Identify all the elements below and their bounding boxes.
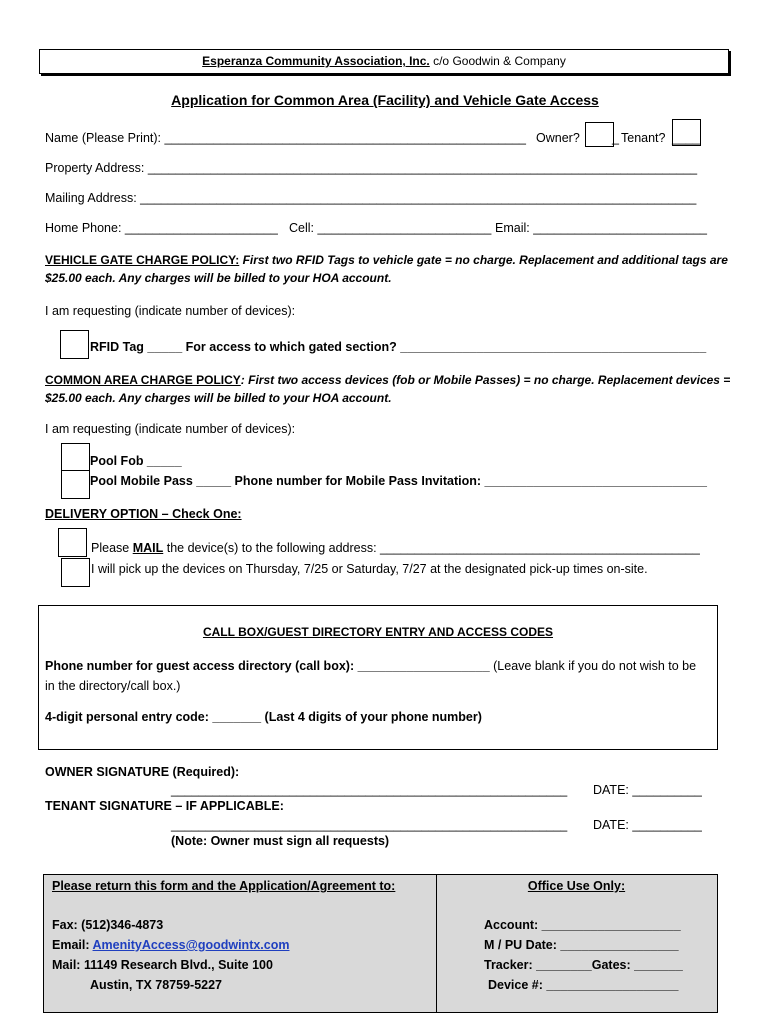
- email-link[interactable]: AmenityAccess@goodwintx.com: [92, 938, 290, 952]
- mailing-address-field[interactable]: Mailing Address: ________________________________________________________________________________: [45, 191, 697, 205]
- owner-date-field[interactable]: DATE: __________: [593, 783, 702, 797]
- header-banner: [39, 49, 729, 74]
- common-policy-text: : First two access devices (fob or Mobile Passes) = no charge. Replacement devices = $25.00 each. Any charges will be billed to your HOA account.: [45, 373, 731, 405]
- callbox-phone-row: [45, 656, 707, 696]
- owner-checkbox[interactable]: [585, 122, 614, 147]
- fax-number: Fax: (512)346-4873: [52, 918, 164, 932]
- common-policy-heading: COMMON AREA CHARGE POLICY: [45, 373, 241, 387]
- page-title: Application for Common Area (Facility) and Vehicle Gate Access: [171, 92, 599, 108]
- callbox-section: [38, 605, 718, 750]
- common-area-policy: [45, 371, 735, 407]
- pickup-option-text: I will pick up the devices on Thursday, 7/25 or Saturday, 7/27 at the designated pick-up times on-site.: [91, 562, 648, 576]
- cell-field[interactable]: Cell: _________________________: [289, 221, 492, 235]
- organization-name: Esperanza Community Association, Inc.: [202, 54, 430, 68]
- office-mpu-date-field[interactable]: M / PU Date: _________________: [484, 938, 679, 952]
- pool-mobile-pass-field[interactable]: Pool Mobile Pass _____ Phone number for Mobile Pass Invitation: ________________________________: [90, 474, 707, 488]
- return-heading: Please return this form and the Application/Agreement to:: [52, 879, 396, 893]
- requesting-label-2: I am requesting (indicate number of devices):: [45, 422, 296, 436]
- pickup-option-checkbox[interactable]: [61, 558, 90, 587]
- mail-word: MAIL: [132, 541, 164, 555]
- pool-mobile-pass-checkbox[interactable]: [61, 470, 90, 499]
- owner-sign-note: (Note: Owner must sign all requests): [171, 834, 390, 848]
- return-info-box: [43, 874, 718, 1013]
- email-label: Email:: [52, 938, 93, 952]
- home-phone-field[interactable]: Home Phone: ______________________: [45, 221, 278, 235]
- owner-signature-label: OWNER SIGNATURE (Required):: [45, 765, 240, 779]
- pool-fob-checkbox[interactable]: [61, 443, 90, 472]
- callbox-phone-field[interactable]: Phone number for guest access directory (call box): ___________________: [45, 659, 490, 673]
- owner-label: Owner?: [536, 131, 580, 145]
- owner-blank: _: [612, 131, 619, 145]
- mail-option-pre: Please: [91, 541, 133, 555]
- pool-fob-field[interactable]: Pool Fob _____: [90, 454, 182, 468]
- office-device-field[interactable]: Device #: ___________________: [488, 978, 679, 992]
- mail-address-1: Mail: 11149 Research Blvd., Suite 100: [52, 958, 273, 972]
- rfid-tag-field[interactable]: RFID Tag _____ For access to which gated section? ____________________________________________: [90, 340, 707, 354]
- office-account-field[interactable]: Account: ____________________: [484, 918, 681, 932]
- return-box-divider: [436, 875, 437, 1012]
- owner-signature-line[interactable]: _________________________________________________________: [171, 783, 568, 797]
- vehicle-gate-policy: [45, 251, 735, 287]
- mail-option-post: the device(s) to the following address: ______________________________________________: [163, 541, 700, 555]
- callbox-heading: CALL BOX/GUEST DIRECTORY ENTRY AND ACCESS CODES: [202, 625, 554, 639]
- mail-option-checkbox[interactable]: [58, 528, 87, 557]
- requesting-label-1: I am requesting (indicate number of devices):: [45, 304, 296, 318]
- tenant-label: Tenant?: [621, 131, 666, 145]
- mail-address-2: Austin, TX 78759-5227: [90, 978, 223, 992]
- vehicle-policy-heading: VEHICLE GATE CHARGE POLICY:: [45, 253, 240, 267]
- tenant-date-field[interactable]: DATE: __________: [593, 818, 702, 832]
- tenant-blank: ____: [672, 131, 700, 145]
- property-address-field[interactable]: Property Address: _______________________________________________________________________________: [45, 161, 698, 175]
- name-field[interactable]: Name (Please Print): ____________________________________________________: [45, 131, 526, 145]
- office-use-heading: Office Use Only:: [527, 879, 626, 893]
- tenant-signature-line[interactable]: _________________________________________________________: [171, 818, 568, 832]
- callbox-phone-note: (Leave blank if you do not wish to be in the directory/call box.): [45, 659, 697, 693]
- delivery-option-heading: DELIVERY OPTION – Check One:: [45, 507, 242, 521]
- office-tracker-gates-field[interactable]: Tracker: ________Gates: _______: [484, 958, 683, 972]
- email-field[interactable]: Email: _________________________: [495, 221, 707, 235]
- tenant-signature-label: TENANT SIGNATURE – IF APPLICABLE:: [45, 799, 284, 813]
- vehicle-policy-text: First two RFID Tags to vehicle gate = no charge. Replacement and additional tags are $25.00 each. Any charges will be billed to your HOA account.: [45, 253, 728, 285]
- care-of-company: c/o Goodwin & Company: [429, 54, 566, 68]
- email-row: [52, 938, 290, 952]
- entry-code-field[interactable]: 4-digit personal entry code: _______ (Last 4 digits of your phone number): [45, 710, 482, 724]
- rfid-checkbox[interactable]: [60, 330, 89, 359]
- mail-option-text: [91, 541, 700, 555]
